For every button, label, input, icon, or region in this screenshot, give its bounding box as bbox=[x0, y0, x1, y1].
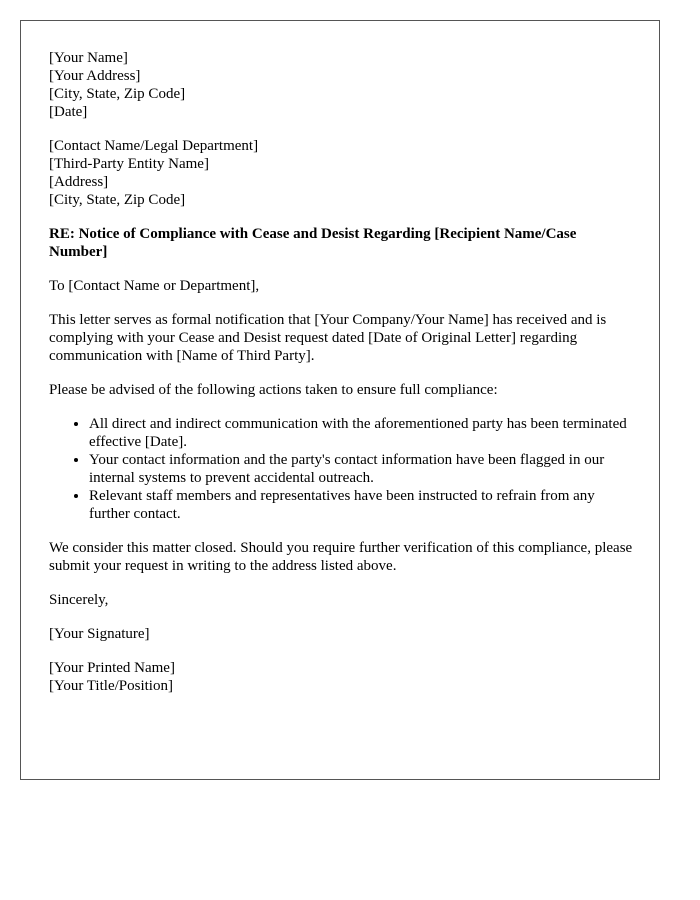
list-item: • Your contact information and the party's contact information have been flagged in our internal systems to prevent accidental outreach. bbox=[89, 451, 634, 487]
actions-lead-paragraph: Please be advised of the following actions taken to ensure full compliance: bbox=[49, 382, 498, 398]
letter-content bbox=[49, 49, 634, 711]
recipient-contact: [Contact Name/Legal Department] bbox=[49, 138, 259, 154]
recipient-block bbox=[49, 137, 634, 209]
recipient-entity: [Third-Party Entity Name] bbox=[49, 156, 209, 172]
letter-page bbox=[20, 20, 660, 780]
signature-line: [Your Signature] bbox=[49, 626, 150, 642]
list-item: • All direct and indirect communication with the aforementioned party has been terminated effective [Date]. bbox=[89, 415, 634, 451]
recipient-city-state-zip: [City, State, Zip Code] bbox=[49, 192, 186, 208]
sender-block bbox=[49, 49, 634, 121]
closing-salutation: Sincerely, bbox=[49, 592, 109, 608]
letter-date: [Date] bbox=[49, 104, 88, 120]
actions-list bbox=[49, 415, 634, 523]
intro-paragraph: This letter serves as formal notification that [Your Company/Your Name] has received and is complying with your Cease and Desist request dated [Date of Original Letter] regarding communication with [Name of Third Party]. bbox=[49, 312, 607, 364]
subject-line: RE: Notice of Compliance with Cease and Desist Regarding [Recipient Name/Case Number] bbox=[49, 226, 577, 260]
printed-name: [Your Printed Name] bbox=[49, 660, 175, 676]
sender-name: [Your Name] bbox=[49, 50, 128, 66]
sender-city-state-zip: [City, State, Zip Code] bbox=[49, 86, 186, 102]
closing-paragraph: We consider this matter closed. Should you require further verification of this compliance, please submit your request in writing to the address listed above. bbox=[49, 540, 633, 574]
list-item: • Relevant staff members and representatives have been instructed to refrain from any further contact. bbox=[89, 487, 634, 523]
signer-block bbox=[49, 659, 634, 695]
sender-address: [Your Address] bbox=[49, 68, 141, 84]
signer-title: [Your Title/Position] bbox=[49, 678, 173, 694]
recipient-address: [Address] bbox=[49, 174, 109, 190]
salutation: To [Contact Name or Department], bbox=[49, 278, 260, 294]
